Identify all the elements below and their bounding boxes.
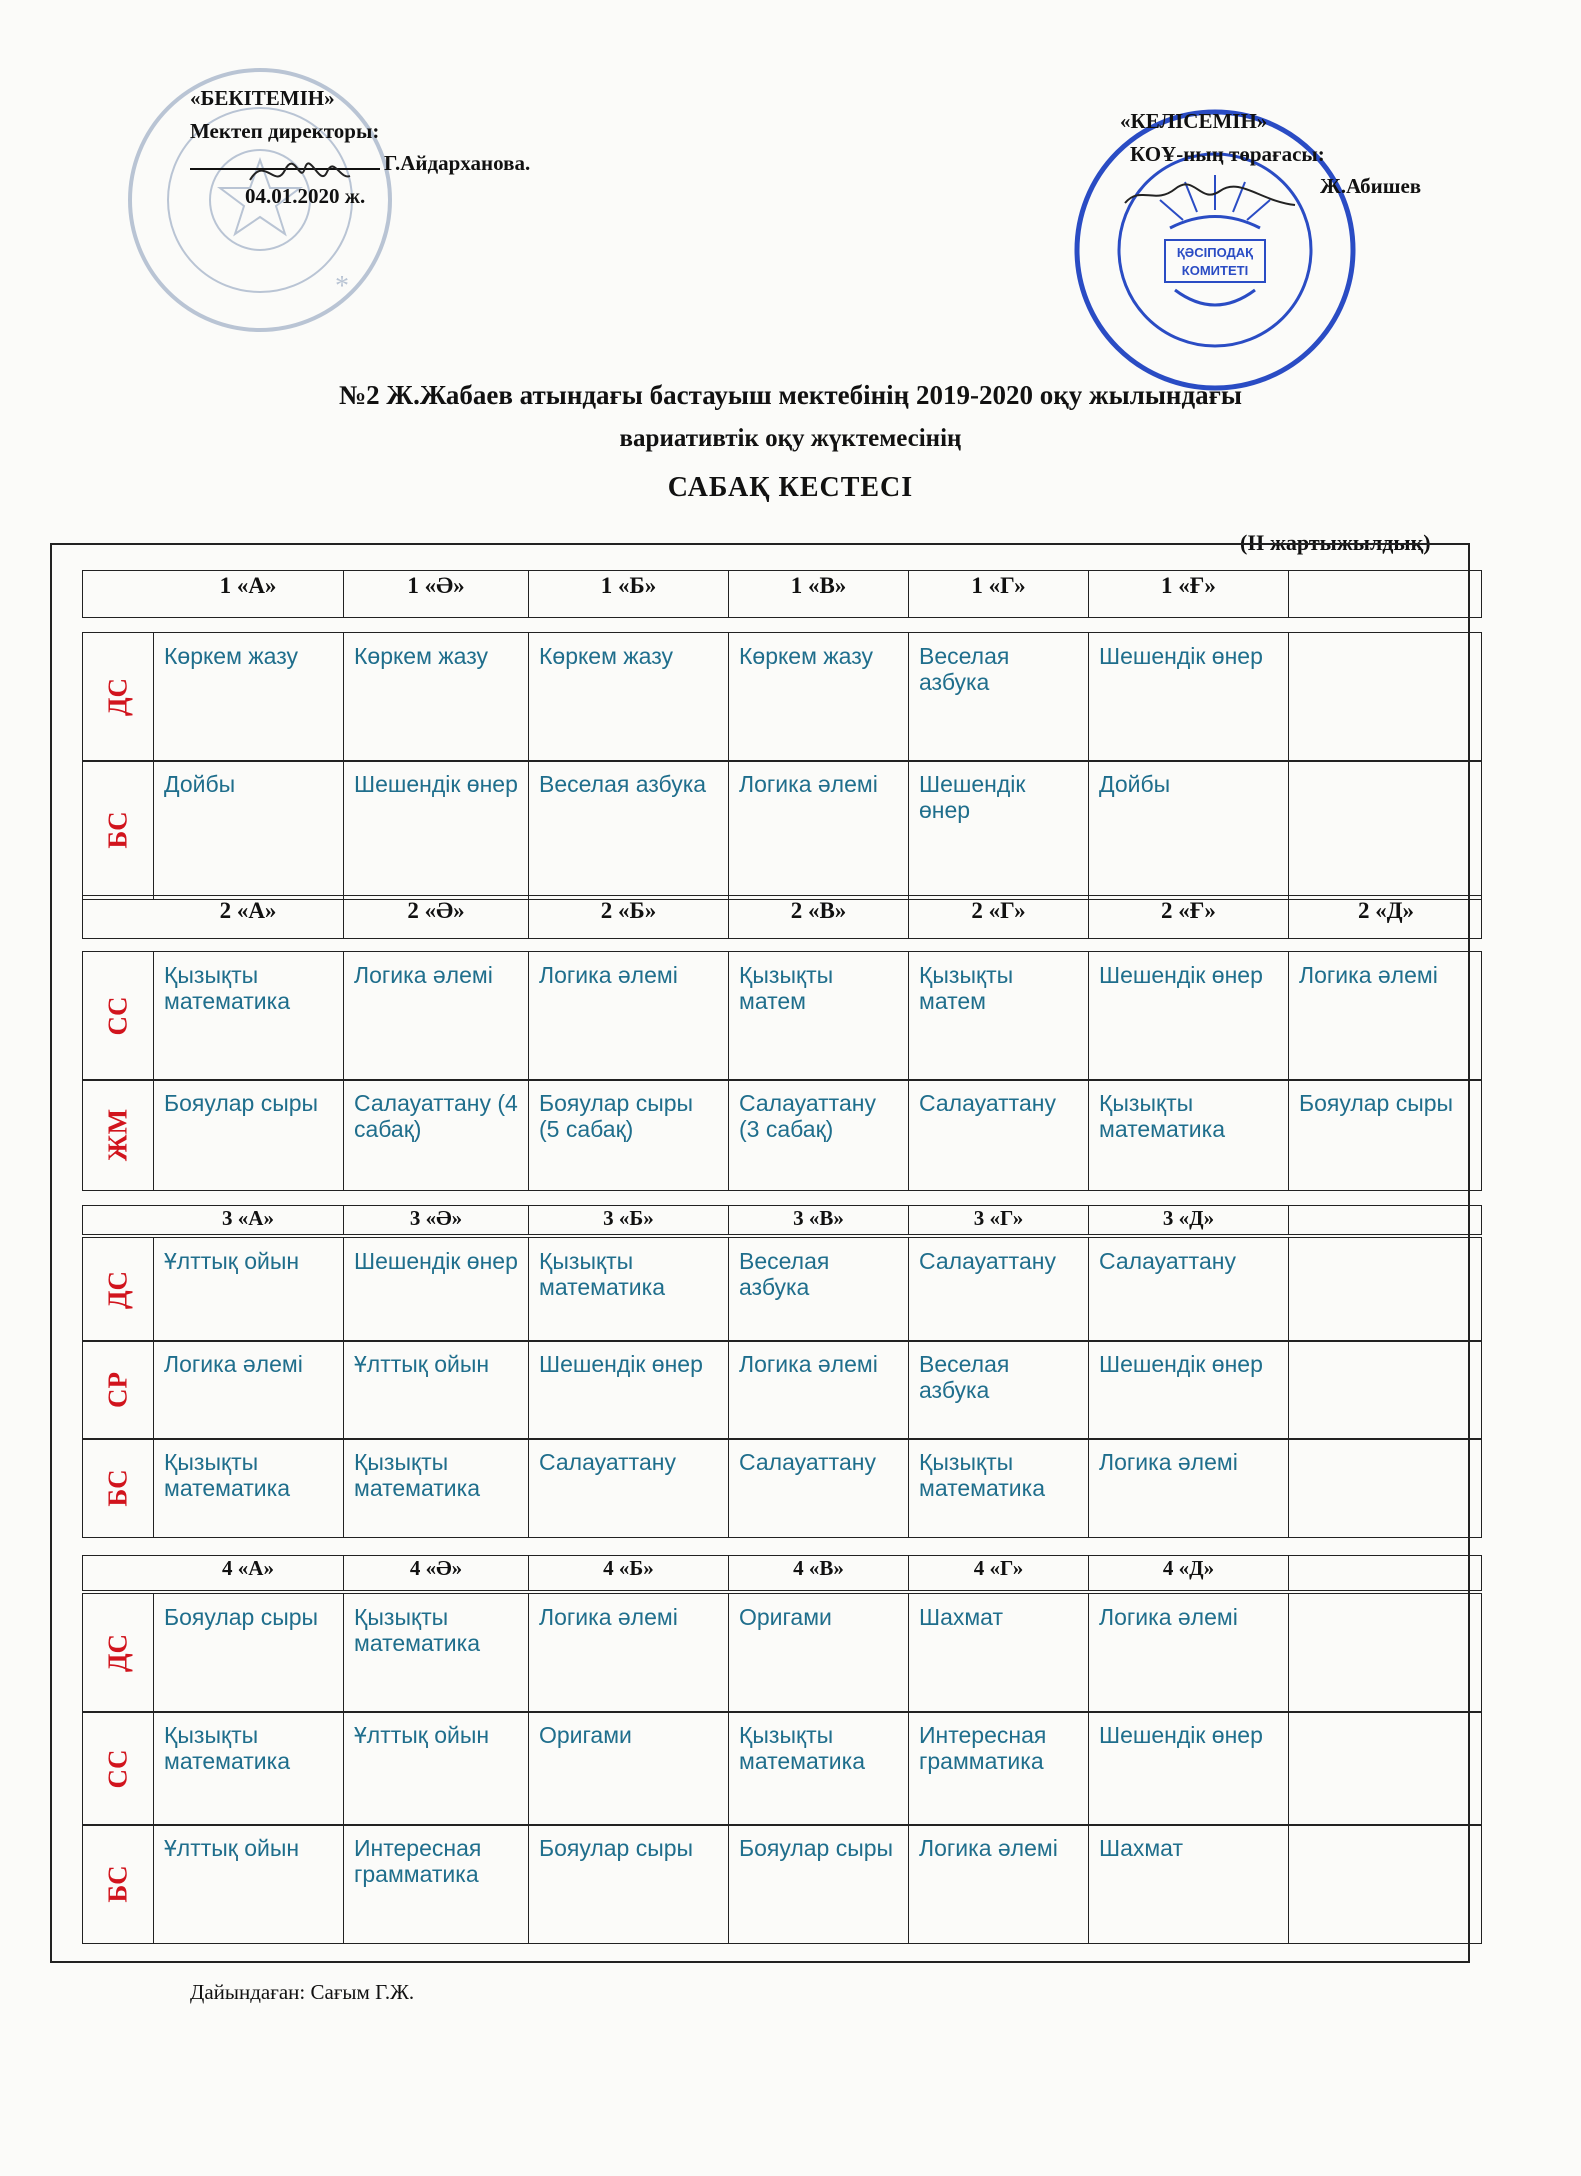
lesson-cell: Шахмат (1088, 1825, 1288, 1943)
table-row (82, 1711, 1482, 1826)
document-title: САБАҚ КЕСТЕСІ (667, 472, 914, 503)
class-header: 2 «Б» (528, 896, 728, 938)
lesson-cell: Салауаттану (728, 1439, 908, 1537)
table-row (82, 1237, 1482, 1342)
lesson-cell: Қызықты математика (343, 1439, 528, 1537)
lesson-cell (1288, 1594, 1483, 1712)
lesson-cell: Бояулар сыры (728, 1825, 908, 1943)
table-row (82, 760, 1482, 900)
class-header: 1 «А» (219, 573, 277, 598)
class-header: 4 «Г» (908, 1556, 1088, 1590)
class-header: 2 «В» (728, 896, 908, 938)
table-row (82, 1340, 1482, 1440)
stamp-text-line2: КОМИТЕТІ (1181, 263, 1249, 278)
table-row (82, 632, 1482, 762)
schedule-table (50, 543, 1470, 1963)
lesson-cell: Шешендік өнер (1088, 633, 1288, 761)
stamp-text-line1: ҚӘСІПОДАҚ (1176, 245, 1254, 260)
class-header: 4 «Б» (528, 1556, 728, 1590)
union-chair-name: Ж.Абишев (1320, 174, 1422, 199)
grade-3-section (82, 1205, 1482, 1570)
class-header: 1 «Г» (908, 571, 1088, 617)
row-code: ДС (102, 1633, 133, 1673)
class-header (1288, 1556, 1483, 1590)
lesson-cell: Бояулар сыры (528, 1825, 728, 1943)
lesson-cell: Логика әлемі (728, 761, 908, 899)
lesson-cell: Көркем жазу (528, 633, 728, 761)
lesson-cell: Ұлттық ойын (153, 1238, 343, 1341)
row-code: ДС (102, 677, 133, 717)
lesson-cell: Салауаттану (1088, 1238, 1288, 1341)
lesson-cell: Шешендік өнер (528, 1341, 728, 1439)
lesson-cell: Салауаттану (528, 1439, 728, 1537)
lesson-cell: Шешендік өнер (343, 761, 528, 899)
lesson-cell: Веселая азбука (528, 761, 728, 899)
grade-4-header (82, 1555, 1482, 1591)
class-header: 3 «А» (222, 1206, 274, 1230)
director-signature (245, 150, 355, 200)
class-header (1288, 1206, 1483, 1234)
lesson-cell: Салауаттану (908, 1080, 1088, 1190)
grade-2-header (82, 895, 1482, 939)
lesson-cell: Қызықты математика (1088, 1080, 1288, 1190)
lesson-cell: Көркем жазу (153, 633, 343, 761)
agreement-role: КОҰ-ның төрағасы: (1130, 141, 1325, 166)
class-header: 2 «Д» (1288, 896, 1483, 938)
lesson-cell: Көркем жазу (728, 633, 908, 761)
lesson-cell: Логика әлемі (908, 1825, 1088, 1943)
lesson-cell: Бояулар сыры (5 сабақ) (528, 1080, 728, 1190)
union-chair-signature (1120, 175, 1300, 215)
document-heading-line1: №2 Ж.Жабаев атындағы бастауыш мектебінің 2019-2020 оқу жылындағы (339, 380, 1242, 410)
table-row (82, 1593, 1482, 1713)
class-header: 1 «Ғ» (1088, 571, 1288, 617)
row-code: СС (102, 1749, 133, 1788)
lesson-cell: Дойбы (1088, 761, 1288, 899)
table-row (82, 951, 1482, 1081)
lesson-cell: Веселая азбука (908, 1341, 1088, 1439)
row-code: БС (102, 1469, 133, 1507)
lesson-cell: Дойбы (153, 761, 343, 899)
lesson-cell (1288, 1439, 1483, 1537)
class-header: 3 «Г» (908, 1206, 1088, 1234)
class-header: 2 «А» (219, 898, 277, 923)
approval-role: Мектеп директоры: (190, 118, 380, 143)
lesson-cell: Логика әлемі (153, 1341, 343, 1439)
lesson-cell: Логика әлемі (343, 952, 528, 1080)
class-header: 1 «Б» (528, 571, 728, 617)
class-header (1288, 571, 1483, 617)
lesson-cell: Қызықты математика (728, 1712, 908, 1825)
class-header: 3 «В» (728, 1206, 908, 1234)
lesson-cell (1288, 1238, 1483, 1341)
lesson-cell: Шешендік өнер (1088, 1341, 1288, 1439)
lesson-cell: Ұлттық ойын (153, 1825, 343, 1943)
grade-1-section (82, 570, 1482, 915)
grade-2-section (82, 895, 1482, 1205)
director-name: Г.Айдарханова. (384, 151, 531, 176)
lesson-cell: Қызықты математика (343, 1594, 528, 1712)
row-code: БС (102, 811, 133, 849)
lesson-cell: Логика әлемі (528, 1594, 728, 1712)
lesson-cell (1288, 1712, 1483, 1825)
lesson-cell: Бояулар сыры (1288, 1080, 1483, 1190)
lesson-cell: Веселая азбука (728, 1238, 908, 1341)
lesson-cell: Шешендік өнер (1088, 952, 1288, 1080)
approval-block (190, 82, 530, 212)
row-code: БС (102, 1865, 133, 1903)
lesson-cell: Қызықты математика (153, 1712, 343, 1825)
class-header: 2 «Ғ» (1088, 896, 1288, 938)
lesson-cell: Қызықты математика (153, 1439, 343, 1537)
lesson-cell: Логика әлемі (1288, 952, 1483, 1080)
class-header: 3 «Ә» (343, 1206, 528, 1234)
lesson-cell: Қызықты матем (908, 952, 1088, 1080)
table-row (82, 1438, 1482, 1538)
class-header: 4 «В» (728, 1556, 908, 1590)
lesson-cell (1288, 761, 1483, 899)
lesson-cell: Қызықты математика (153, 952, 343, 1080)
class-header: 2 «Г» (908, 896, 1088, 938)
lesson-cell: Оригами (528, 1712, 728, 1825)
lesson-cell: Интересная грамматика (908, 1712, 1088, 1825)
lesson-cell (1288, 1825, 1483, 1943)
lesson-cell: Бояулар сыры (153, 1594, 343, 1712)
lesson-cell: Логика әлемі (1088, 1594, 1288, 1712)
lesson-cell: Шешендік өнер (908, 761, 1088, 899)
lesson-cell: Қызықты матем (728, 952, 908, 1080)
grade-3-header (82, 1205, 1482, 1235)
row-code: СР (102, 1372, 133, 1408)
agreement-title: «КЕЛІСЕМІН» (1120, 109, 1268, 133)
table-row (82, 1824, 1482, 1944)
lesson-cell: Салауаттану (3 сабақ) (728, 1080, 908, 1190)
class-header: 4 «Д» (1088, 1556, 1288, 1590)
class-header: 3 «Б» (528, 1206, 728, 1234)
lesson-cell: Бояулар сыры (153, 1080, 343, 1190)
class-header: 4 «А» (222, 1556, 274, 1580)
class-header: 2 «Ә» (343, 896, 528, 938)
lesson-cell: Логика әлемі (728, 1341, 908, 1439)
lesson-cell: Қызықты математика (908, 1439, 1088, 1537)
approval-title: «БЕКІТЕМІН» (190, 86, 335, 110)
class-header: 1 «Ә» (343, 571, 528, 617)
lesson-cell: Салауаттану (908, 1238, 1088, 1341)
document-heading-line2: вариативтік оқу жүктемесінің (619, 425, 962, 452)
semester-label: (II жартыжылдық) (1240, 530, 1431, 555)
lesson-cell: Шешендік өнер (343, 1238, 528, 1341)
lesson-cell: Интересная грамматика (343, 1825, 528, 1943)
class-header: 4 «Ә» (343, 1556, 528, 1590)
row-code: СС (102, 996, 133, 1036)
row-code: ЖМ (102, 1108, 133, 1162)
lesson-cell: Ұлттық ойын (343, 1712, 528, 1825)
lesson-cell: Веселая азбука (908, 633, 1088, 761)
lesson-cell (1288, 1341, 1483, 1439)
grade-4-section (82, 1555, 1482, 1950)
prepared-by: Дайындаған: Сағым Г.Ж. (190, 1980, 415, 2004)
lesson-cell: Қызықты математика (528, 1238, 728, 1341)
lesson-cell (1288, 633, 1483, 761)
lesson-cell: Ұлттық ойын (343, 1341, 528, 1439)
lesson-cell: Оригами (728, 1594, 908, 1712)
table-row (82, 1079, 1482, 1191)
lesson-cell: Логика әлемі (1088, 1439, 1288, 1537)
lesson-cell: Логика әлемі (528, 952, 728, 1080)
lesson-cell: Шахмат (908, 1594, 1088, 1712)
lesson-cell: Салауаттану (4 сабақ) (343, 1080, 528, 1190)
lesson-cell: Шешендік өнер (1088, 1712, 1288, 1825)
grade-1-header (82, 570, 1482, 618)
class-header: 3 «Д» (1088, 1206, 1288, 1234)
approval-date: 04.01.2020 ж. (245, 183, 366, 208)
row-code: ДС (102, 1270, 133, 1309)
class-header: 1 «В» (728, 571, 908, 617)
svg-text:*: * (335, 271, 349, 302)
lesson-cell: Көркем жазу (343, 633, 528, 761)
